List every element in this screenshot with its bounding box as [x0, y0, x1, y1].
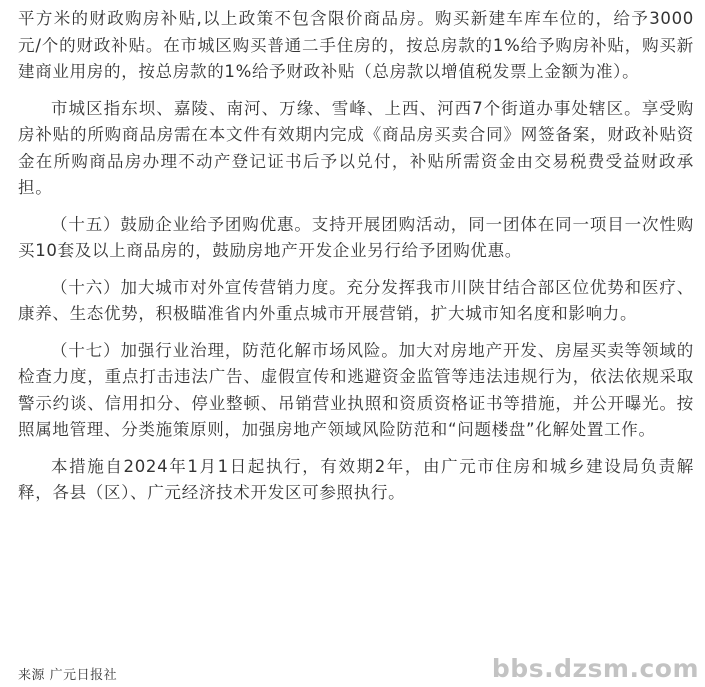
paragraph-item-17: （十七）加强行业治理，防范化解市场风险。加大对房地产开发、房屋买卖等领域的检查力度，重点打击违法广告、虚假宣传和逃避资金监管等违法违规行为，依法依规采取警示约谈、信用扣分、停业整顿、吊销营业执照和资质资格证书等措施，并公开曝光。按照属地管理、分类施策原则，加强房地产领域风险防范和“问题楼盘”化解处置工作。 [18, 340, 694, 439]
paragraph-item-15: （十五）鼓励企业给予团购优惠。支持开展团购活动，同一团体在同一项目一次性购买10套及以上商品房的，鼓励房地产开发企业另行给予团购优惠。 [18, 214, 694, 260]
paragraph-city-districts: 市城区指东坝、嘉陵、南河、万缘、雪峰、上西、河西7个街道办事处辖区。享受购房补贴的所购商品房需在本文件有效期内完成《商品房买卖合同》网签备案，财政补贴资金在所购商品房办理不动产登记证书后予以兑付，补贴所需资金由交易税费受益财政承担。 [18, 98, 694, 197]
paragraph-effective-date: 本措施自2024年1月1日起执行，有效期2年，由广元市住房和城乡建设局负责解释，各县（区）、广元经济技术开发区可参照执行。 [18, 456, 694, 502]
source-credit: 来源 广元日报社 [18, 668, 118, 683]
site-watermark: bbs.dzsm.com [491, 654, 699, 683]
article-body [18, 6, 694, 517]
paragraph-subsidy-policy: 平方米的财政购房补贴,以上政策不包含限价商品房。购买新建车库车位的，给予3000元/个的财政补贴。在市城区购买普通二手住房的，按总房款的1%给予购房补贴，购买新建商业用房的，按总房款的1%给予财政补贴（总房款以增值税发票上金额为准）。 [18, 9, 694, 81]
paragraph-item-16: （十六）加大城市对外宣传营销力度。充分发挥我市川陕甘结合部区位优势和医疗、康养、生态优势，积极瞄准省内外重点城市开展营销，扩大城市知名度和影响力。 [18, 277, 694, 323]
